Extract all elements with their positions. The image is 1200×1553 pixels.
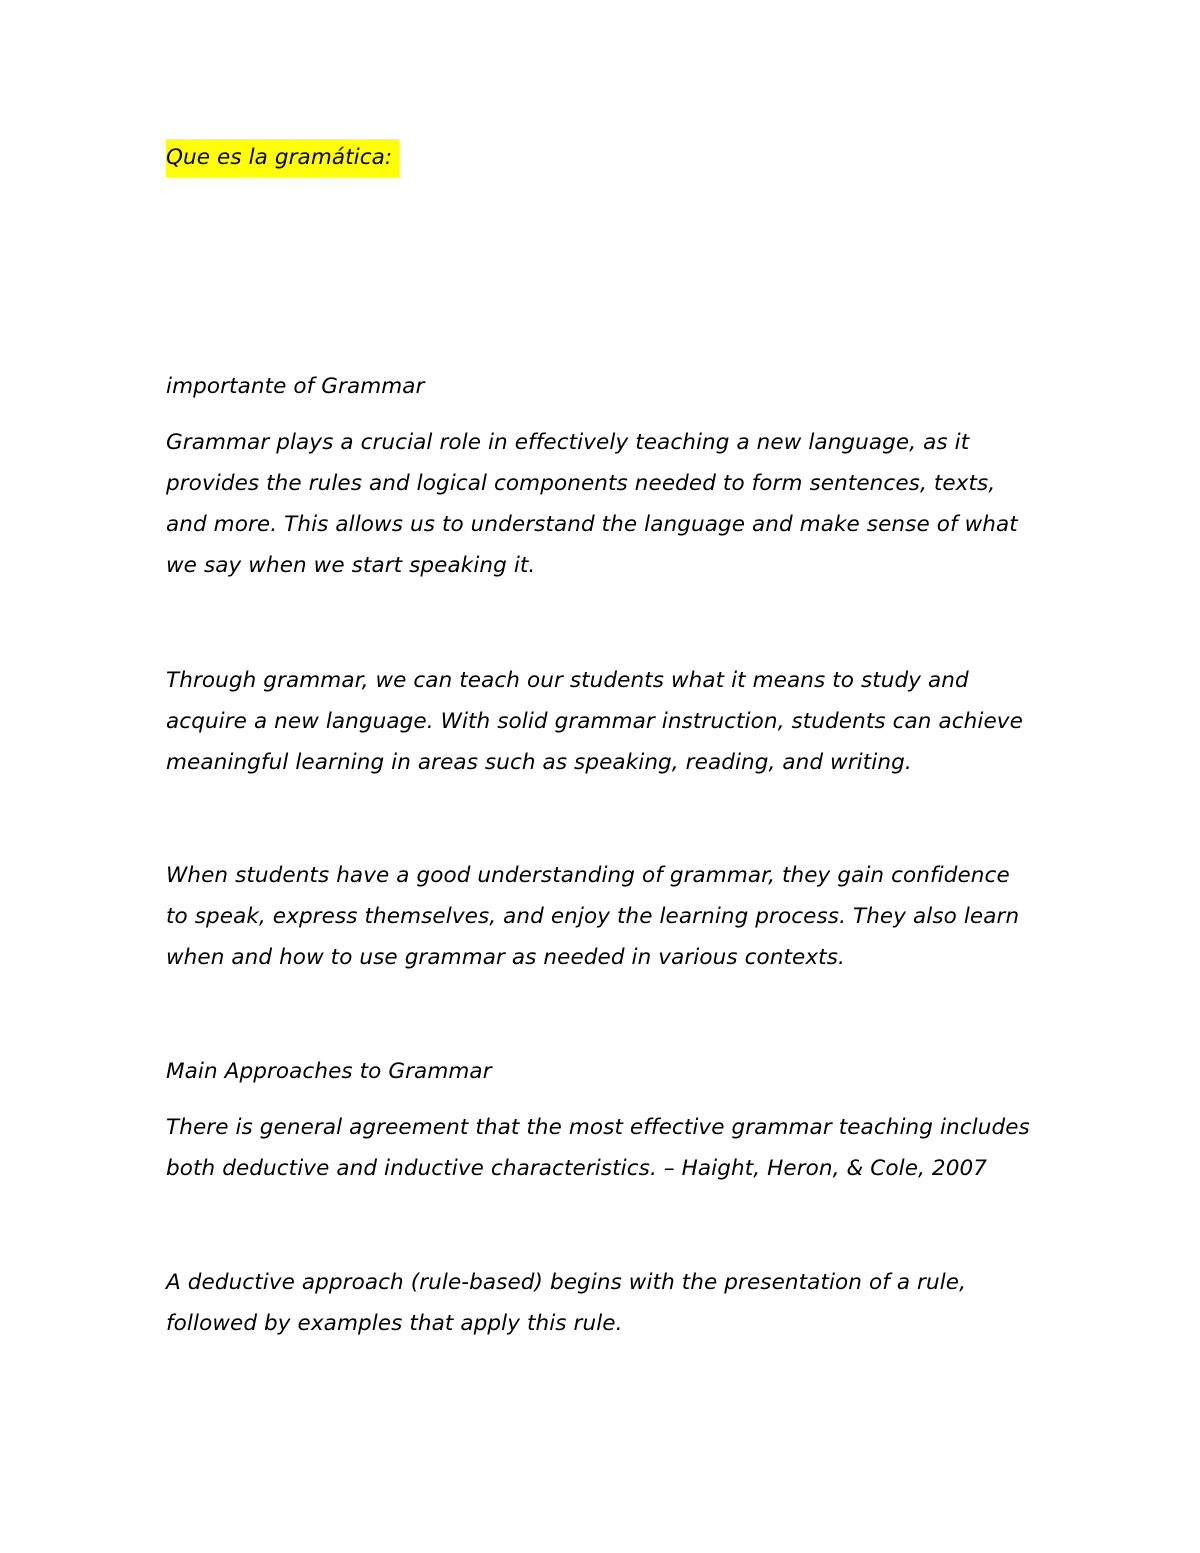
paragraph-line: provides the rules and logical components needed to form sentences, texts,: [166, 471, 996, 496]
paragraph-line: Through grammar, we can teach our students what it means to study and: [166, 668, 969, 693]
paragraph-student-confidence: [166, 855, 1019, 978]
section-heading-importance: importante of Grammar: [166, 374, 425, 399]
paragraph-line: meaningful learning in areas such as speaking, reading, and writing.: [166, 750, 912, 775]
paragraph-line: When students have a good understanding of grammar, they gain confidence: [166, 863, 1010, 888]
paragraph-general-agreement: [166, 1107, 1030, 1189]
paragraph-grammar-role: [166, 422, 1018, 586]
document-title: Que es la gramática:: [166, 145, 393, 170]
paragraph-line: acquire a new language. With solid grammar instruction, students can achieve: [166, 709, 1023, 734]
paragraph-line: and more. This allows us to understand the language and make sense of what: [166, 512, 1018, 537]
paragraph-line: Grammar plays a crucial role in effectively teaching a new language, as it: [166, 430, 970, 455]
paragraph-deductive-approach: [166, 1262, 966, 1344]
paragraph-line: There is general agreement that the most effective grammar teaching includes: [166, 1115, 1030, 1140]
paragraph-line: A deductive approach (rule-based) begins with the presentation of a rule,: [166, 1270, 967, 1295]
paragraph-line: followed by examples that apply this rule.: [166, 1311, 623, 1336]
paragraph-through-grammar: [166, 660, 1023, 783]
paragraph-line: when and how to use grammar as needed in various contexts.: [166, 945, 845, 970]
paragraph-line: we say when we start speaking it.: [166, 553, 536, 578]
section-heading-approaches: Main Approaches to Grammar: [166, 1059, 492, 1084]
paragraph-line: to speak, express themselves, and enjoy the learning process. They also learn: [166, 904, 1020, 929]
paragraph-line: both deductive and inductive characteristics. – Haight, Heron, & Cole, 2007: [166, 1156, 988, 1181]
